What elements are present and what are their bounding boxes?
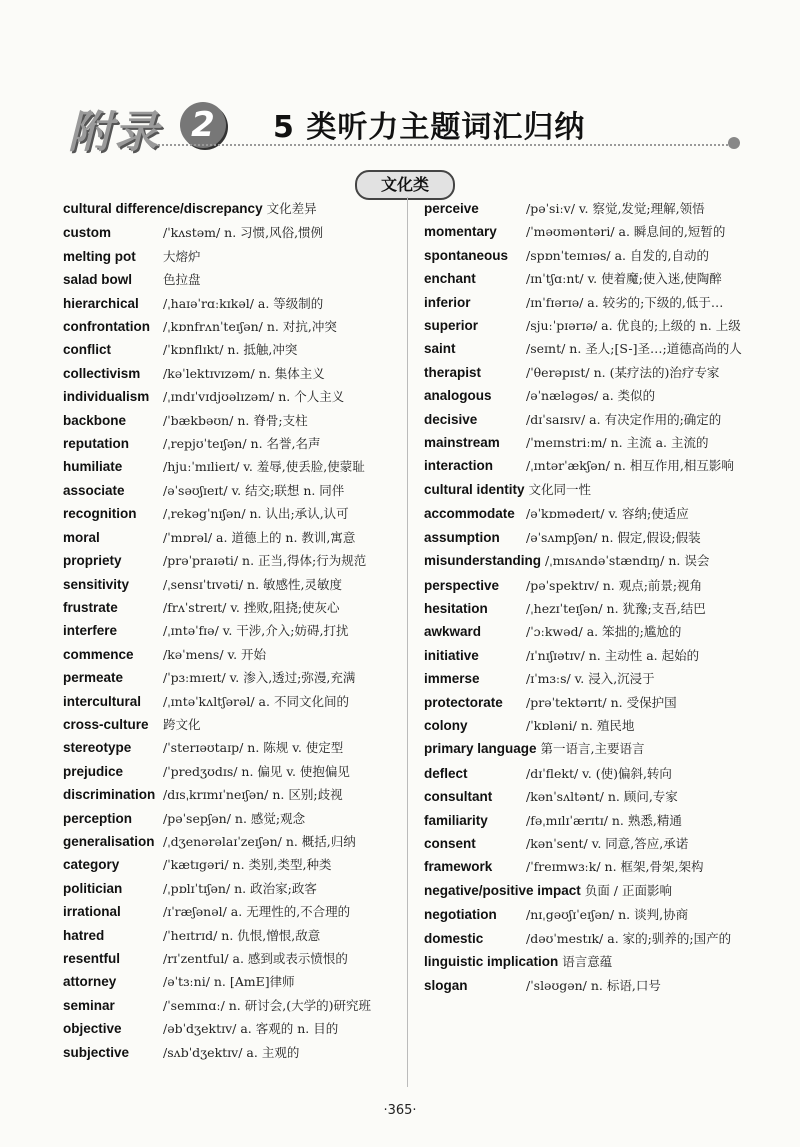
- vocab-definition: /nɪˌgəʊʃɪˈeɪʃən/ n. 谈判,协商: [526, 907, 689, 923]
- vocab-definition: /əˈtɜːni/ n. [AmE]律师: [163, 974, 295, 990]
- vocab-word: misunderstanding: [424, 553, 542, 569]
- vocab-entry: [424, 526, 754, 549]
- vocab-entry: [63, 713, 398, 736]
- vocab-entry: [424, 337, 754, 360]
- vocab-entry: [424, 244, 754, 267]
- vocab-word: prejudice: [63, 763, 124, 779]
- vocab-word: protectorate: [424, 694, 503, 710]
- vocab-entry: [63, 690, 398, 713]
- vocab-word: cultural identity: [424, 481, 525, 497]
- vocab-word: permeate: [63, 670, 124, 686]
- vocab-word: discrimination: [63, 787, 156, 803]
- vocab-definition: /rɪˈzentful/ a. 感到或表示愤恨的: [163, 951, 348, 966]
- vocab-definition: /ˌsensɪˈtɪvəti/ n. 敏感性,灵敏度: [163, 576, 343, 592]
- vocab-definition: /sjuːˈpɪərɪə/ a. 优良的;上级的 n. 上级: [526, 318, 741, 334]
- vocab-entry: [63, 479, 398, 502]
- vocab-word: inferior: [424, 294, 471, 310]
- vocab-word: negative/positive impact: [424, 882, 581, 898]
- vocab-definition: /ɪˈmɜːs/ v. 浸入,沉浸于: [526, 671, 655, 687]
- page-number: ·365·: [383, 1103, 417, 1118]
- vocab-entry: [424, 197, 754, 220]
- vocab-word: consultant: [424, 789, 493, 805]
- vocab-word: custom: [63, 225, 112, 241]
- vocab-word: cultural difference/discrepancy: [63, 201, 263, 216]
- vocab-entry: [424, 291, 754, 314]
- vocab-definition: /ˈbækbəʊn/ n. 脊骨;支柱: [163, 412, 308, 428]
- vocab-entry: [63, 245, 398, 268]
- vocab-word: analogous: [424, 388, 492, 404]
- vocab-definition: /ˈfreɪmwɜːk/ n. 框架,骨架,架构: [526, 859, 704, 875]
- vocab-word: subjective: [63, 1044, 130, 1060]
- vocab-entry: [63, 877, 398, 900]
- vocab-entry: [63, 643, 398, 666]
- vocab-entry: [424, 950, 754, 974]
- vocab-column-right: [424, 197, 754, 998]
- vocab-entry: [63, 1041, 398, 1064]
- vocab-word: framework: [424, 859, 493, 875]
- vocab-definition: /kənˈsent/ v. 同意,答应,承诺: [526, 835, 689, 851]
- vocab-entry: [424, 478, 754, 502]
- vocab-entry: [424, 667, 754, 690]
- vocab-entry: [63, 549, 398, 572]
- vocab-entry: [424, 785, 754, 808]
- vocab-word: awkward: [424, 624, 482, 640]
- vocab-definition: /ˌrekəgˈnɪʃən/ n. 认出;承认,认可: [163, 506, 349, 522]
- vocab-word: category: [63, 857, 120, 873]
- vocab-definition: /ˈsləʊgən/ n. 标语,口号: [526, 978, 661, 994]
- vocab-word: familiarity: [424, 812, 488, 828]
- vocab-definition: /sʌbˈdʒektɪv/ a. 主观的: [163, 1044, 300, 1060]
- vocab-entry: [424, 762, 754, 785]
- vocab-definition: 大熔炉: [163, 248, 201, 264]
- header-dotted-rule: [158, 144, 732, 146]
- vocab-definition: /ˈkʌstəm/ n. 习惯,风俗,惯例: [163, 225, 324, 241]
- vocab-definition: /prəˈtektərɪt/ n. 受保护国: [526, 694, 677, 710]
- vocab-word: saint: [424, 341, 456, 357]
- vocab-definition: /ˈheɪtrɪd/ n. 仇恨,憎恨,敌意: [163, 927, 321, 943]
- vocab-definition: /dɪsˌkrɪmɪˈneɪʃən/ n. 区别;歧视: [163, 787, 343, 803]
- vocab-entry: [63, 807, 398, 830]
- vocab-word: commence: [63, 646, 134, 662]
- section-label: 文化类: [355, 170, 455, 200]
- vocab-word: mainstream: [424, 435, 500, 451]
- vocab-definition: /ˌɪntəˈfɪə/ v. 干涉,介入;妨碍,打扰: [163, 623, 349, 639]
- vocab-entry: [63, 994, 398, 1017]
- vocab-word: immerse: [424, 671, 480, 687]
- vocab-word: collectivism: [63, 365, 141, 381]
- vocab-entry: [424, 691, 754, 714]
- vocab-word: consent: [424, 835, 476, 851]
- vocab-word: resentful: [63, 951, 121, 966]
- vocab-word: recognition: [63, 506, 137, 522]
- vocab-entry: [63, 315, 398, 338]
- vocab-entry: [424, 855, 754, 878]
- vocab-word: irrational: [63, 904, 121, 920]
- vocab-word: conflict: [63, 342, 112, 358]
- vocab-definition: /ˈsemɪnɑː/ n. 研讨会,(大学的)研究班: [163, 997, 371, 1013]
- vocab-definition: /ˌhaɪəˈrɑːkɪkəl/ a. 等级制的: [163, 295, 324, 311]
- vocab-entry: [424, 549, 754, 573]
- vocab-definition: /kəˈlektɪvɪzəm/ n. 集体主义: [163, 365, 325, 381]
- vocab-definition: /ˈɔːkwəd/ a. 笨拙的;尴尬的: [526, 624, 682, 640]
- vocab-word: melting pot: [63, 248, 136, 264]
- vocab-word: domestic: [424, 930, 484, 946]
- vocab-word: perspective: [424, 577, 500, 593]
- vocab-definition: /kənˈsʌltənt/ n. 顾问,专家: [526, 789, 678, 805]
- vocab-word: politician: [63, 880, 123, 896]
- vocab-definition: /ˌpɒlɪˈtɪʃən/ n. 政治家;政客: [163, 880, 317, 896]
- vocab-entry: [63, 292, 398, 315]
- vocab-entry: [63, 338, 398, 361]
- vocab-entry: [63, 432, 398, 455]
- vocab-definition: /ˈkætɪgəri/ n. 类别,类型,种类: [163, 857, 332, 873]
- vocab-definition: /ˌɪntərˈækʃən/ n. 相互作用,相互影响: [526, 458, 734, 474]
- vocab-definition: /frʌˈstreɪt/ v. 挫败,阻挠;使灰心: [163, 599, 340, 615]
- vocab-entry: [424, 927, 754, 950]
- vocab-word: interfere: [63, 623, 118, 639]
- vocab-definition: /əˈsʌmpʃən/ n. 假定,假设;假装: [526, 529, 701, 545]
- vocab-definition: /kəˈmens/ v. 开始: [163, 646, 267, 662]
- vocab-entry: [424, 361, 754, 384]
- vocab-entry: [63, 573, 398, 596]
- vocab-word: attorney: [63, 974, 117, 990]
- vocab-word: superior: [424, 318, 479, 334]
- vocab-word: intercultural: [63, 693, 142, 709]
- header-dot-ornament: [728, 137, 740, 149]
- vocab-definition: /ˌkɒnfrʌnˈteɪʃən/ n. 对抗,冲突: [163, 319, 337, 335]
- vocab-entry: [424, 574, 754, 597]
- vocab-entry: [63, 1017, 398, 1040]
- vocab-definition: 语言意蕴: [562, 954, 613, 969]
- vocab-definition: 色拉盘: [163, 272, 201, 288]
- vocab-definition: 文化同一性: [528, 481, 592, 497]
- vocab-entry: [63, 502, 398, 525]
- vocab-definition: /ˌrepjʊˈteɪʃən/ n. 名誉,名声: [163, 436, 321, 452]
- vocab-definition: /pəˈspektɪv/ n. 观点;前景;视角: [526, 577, 703, 593]
- vocab-entry: [424, 879, 754, 903]
- vocab-entry: [63, 385, 398, 408]
- vocab-entry: [424, 974, 754, 997]
- vocab-definition: /ɪˈræʃənəl/ a. 无理性的,不合理的: [163, 904, 351, 920]
- vocab-entry: [424, 431, 754, 454]
- vocab-entry: [63, 736, 398, 759]
- vocab-definition: /dɪˈsaɪsɪv/ a. 有决定作用的;确定的: [526, 411, 722, 427]
- vocab-definition: /ˈkɒnflɪkt/ n. 抵触,冲突: [163, 342, 298, 358]
- vocab-entry: [424, 714, 754, 737]
- vocab-entry: [63, 783, 398, 806]
- appendix-label: 附录: [68, 107, 160, 158]
- vocab-word: associate: [63, 482, 125, 498]
- vocab-word: interaction: [424, 458, 494, 474]
- vocab-entry: [63, 924, 398, 947]
- vocab-word: slogan: [424, 978, 468, 994]
- vocab-word: primary language: [424, 741, 537, 757]
- vocab-word: hierarchical: [63, 295, 139, 311]
- vocab-entry: [63, 268, 398, 291]
- vocab-entry: [63, 900, 398, 923]
- vocab-definition: /seɪnt/ n. 圣人;[S-]圣…;道德高尚的人: [526, 341, 742, 357]
- vocab-word: perception: [63, 810, 133, 826]
- vocab-word: hatred: [63, 927, 105, 943]
- vocab-entry: [63, 853, 398, 876]
- vocab-definition: /dəʊˈmestɪk/ a. 家的;驯养的;国产的: [526, 930, 732, 946]
- vocab-entry: [424, 267, 754, 290]
- vocab-entry: [424, 644, 754, 667]
- vocab-word: confrontation: [63, 319, 150, 335]
- vocab-definition: /ˈpredʒʊdɪs/ n. 偏见 v. 使抱偏见: [163, 763, 350, 779]
- vocab-word: sensitivity: [63, 576, 130, 592]
- vocab-definition: /ɪnˈtʃɑːnt/ v. 使着魔;使入迷,使陶醉: [526, 271, 722, 287]
- vocab-word: initiative: [424, 647, 479, 663]
- vocab-entry: [424, 408, 754, 431]
- vocab-definition: 第一语言,主要语言: [540, 741, 645, 757]
- vocab-word: assumption: [424, 529, 500, 545]
- vocab-definition: /ˌmɪsʌndəˈstændɪŋ/ n. 误会: [545, 553, 710, 569]
- vocab-entry: [424, 737, 754, 761]
- vocab-entry: [63, 760, 398, 783]
- vocab-entry: [424, 903, 754, 926]
- vocab-word: therapist: [424, 364, 482, 380]
- vocab-word: hesitation: [424, 600, 488, 616]
- vocab-definition: /əbˈdʒektɪv/ a. 客观的 n. 目的: [163, 1021, 339, 1037]
- column-divider: [407, 197, 408, 1087]
- vocab-entry: [63, 221, 398, 244]
- vocab-entry: [63, 970, 398, 993]
- vocab-entry: [424, 314, 754, 337]
- vocab-definition: /əˈnæləgəs/ a. 类似的: [526, 388, 656, 404]
- vocab-definition: /prəˈpraɪəti/ n. 正当,得体;行为规范: [163, 553, 367, 569]
- vocab-definition: /ˈθerəpɪst/ n. (某疗法的)治疗专家: [526, 364, 720, 380]
- vocab-entry: [63, 455, 398, 478]
- vocab-entry: [424, 597, 754, 620]
- vocab-definition: /pəˈsepʃən/ n. 感觉;观念: [163, 810, 306, 826]
- vocab-definition: /ˈmɒrəl/ a. 道德上的 n. 教训,寓意: [163, 529, 356, 545]
- vocab-definition: /ˈsterɪəʊtaɪp/ n. 陈规 v. 使定型: [163, 740, 344, 756]
- vocab-word: colony: [424, 717, 468, 733]
- vocab-definition: /ˌdʒenərəlaɪˈzeɪʃən/ n. 概括,归纳: [163, 833, 356, 849]
- vocab-definition: /pəˈsiːv/ v. 察觉,发觉;理解,领悟: [526, 201, 705, 216]
- vocab-definition: /ˌɪndɪˈvɪdjʊəlɪzəm/ n. 个人主义: [163, 389, 345, 405]
- vocab-word: seminar: [63, 997, 115, 1013]
- vocab-definition: /ˌhezɪˈteɪʃən/ n. 犹豫;支吾,结巴: [526, 600, 706, 616]
- vocab-word: individualism: [63, 389, 150, 405]
- vocab-word: backbone: [63, 412, 127, 428]
- vocab-definition: /ˈmeɪnstriːm/ n. 主流 a. 主流的: [526, 435, 709, 451]
- vocab-entry: [63, 947, 398, 970]
- vocab-word: humiliate: [63, 459, 123, 475]
- vocab-word: reputation: [63, 436, 129, 452]
- vocab-definition: /dɪˈflekt/ v. (使)偏斜,转向: [526, 765, 672, 781]
- appendix-number-badge: 2: [180, 102, 226, 148]
- vocab-entry: [63, 666, 398, 689]
- vocab-word: perceive: [424, 201, 479, 216]
- vocab-definition: 负面 / 正面影响: [584, 882, 672, 898]
- vocab-word: deflect: [424, 765, 468, 781]
- vocab-entry: [63, 596, 398, 619]
- vocab-entry: [424, 809, 754, 832]
- vocab-entry: [63, 197, 398, 221]
- vocab-definition: /ˈpɜːmɪeɪt/ v. 渗入,透过;弥漫,充满: [163, 670, 356, 686]
- vocab-entry: [424, 454, 754, 477]
- vocab-entry: [424, 832, 754, 855]
- vocab-word: moral: [63, 529, 100, 545]
- vocab-entry: [63, 619, 398, 642]
- page-title: 5 类听力主题词汇归纳: [273, 110, 586, 145]
- vocab-definition: /ɪnˈfɪərɪə/ a. 较劣的;下级的,低于…: [526, 294, 724, 310]
- vocab-word: objective: [63, 1021, 122, 1037]
- vocab-entry: [63, 830, 398, 853]
- vocab-word: decisive: [424, 411, 478, 427]
- vocab-entry: [424, 502, 754, 525]
- vocab-definition: /ˈkɒləni/ n. 殖民地: [526, 717, 635, 733]
- vocab-word: generalisation: [63, 833, 155, 849]
- vocab-entry: [424, 384, 754, 407]
- vocab-entry: [63, 409, 398, 432]
- vocab-entry: [63, 362, 398, 385]
- vocab-definition: 跨文化: [163, 716, 201, 732]
- vocab-definition: 文化差异: [266, 201, 317, 216]
- vocab-word: frustrate: [63, 599, 118, 615]
- vocab-definition: /ˌɪntəˈkʌltʃərəl/ a. 不同文化间的: [163, 693, 349, 709]
- vocab-definition: /əˈsəʊʃɪeɪt/ v. 结交;联想 n. 同伴: [163, 482, 345, 498]
- page-header: [68, 96, 748, 156]
- vocab-definition: /ɪˈnɪʃɪətɪv/ n. 主动性 a. 起始的: [526, 647, 700, 663]
- vocab-word: cross-culture: [63, 716, 149, 732]
- vocab-word: accommodate: [424, 506, 515, 522]
- vocab-definition: /spɒnˈteɪnɪəs/ a. 自发的,自动的: [526, 247, 709, 263]
- vocab-word: linguistic implication: [424, 954, 559, 969]
- vocab-word: propriety: [63, 553, 122, 569]
- vocab-definition: /hjuːˈmɪlieɪt/ v. 羞辱,使丢脸,使蒙耻: [163, 459, 365, 475]
- vocab-definition: /ˈməʊməntəri/ a. 瞬息间的,短暂的: [526, 224, 726, 240]
- vocab-word: spontaneous: [424, 247, 509, 263]
- vocab-entry: [424, 220, 754, 243]
- vocab-word: salad bowl: [63, 272, 133, 288]
- vocab-entry: [63, 526, 398, 549]
- vocab-word: stereotype: [63, 740, 132, 756]
- vocab-word: momentary: [424, 224, 497, 240]
- vocab-definition: /əˈkɒmədeɪt/ v. 容纳;使适应: [526, 506, 689, 522]
- vocab-word: negotiation: [424, 907, 497, 923]
- vocab-word: enchant: [424, 271, 476, 287]
- vocab-column-left: [63, 197, 398, 1064]
- vocab-definition: /fəˌmɪlɪˈærɪtɪ/ n. 熟悉,精通: [526, 812, 682, 828]
- vocab-entry: [424, 620, 754, 643]
